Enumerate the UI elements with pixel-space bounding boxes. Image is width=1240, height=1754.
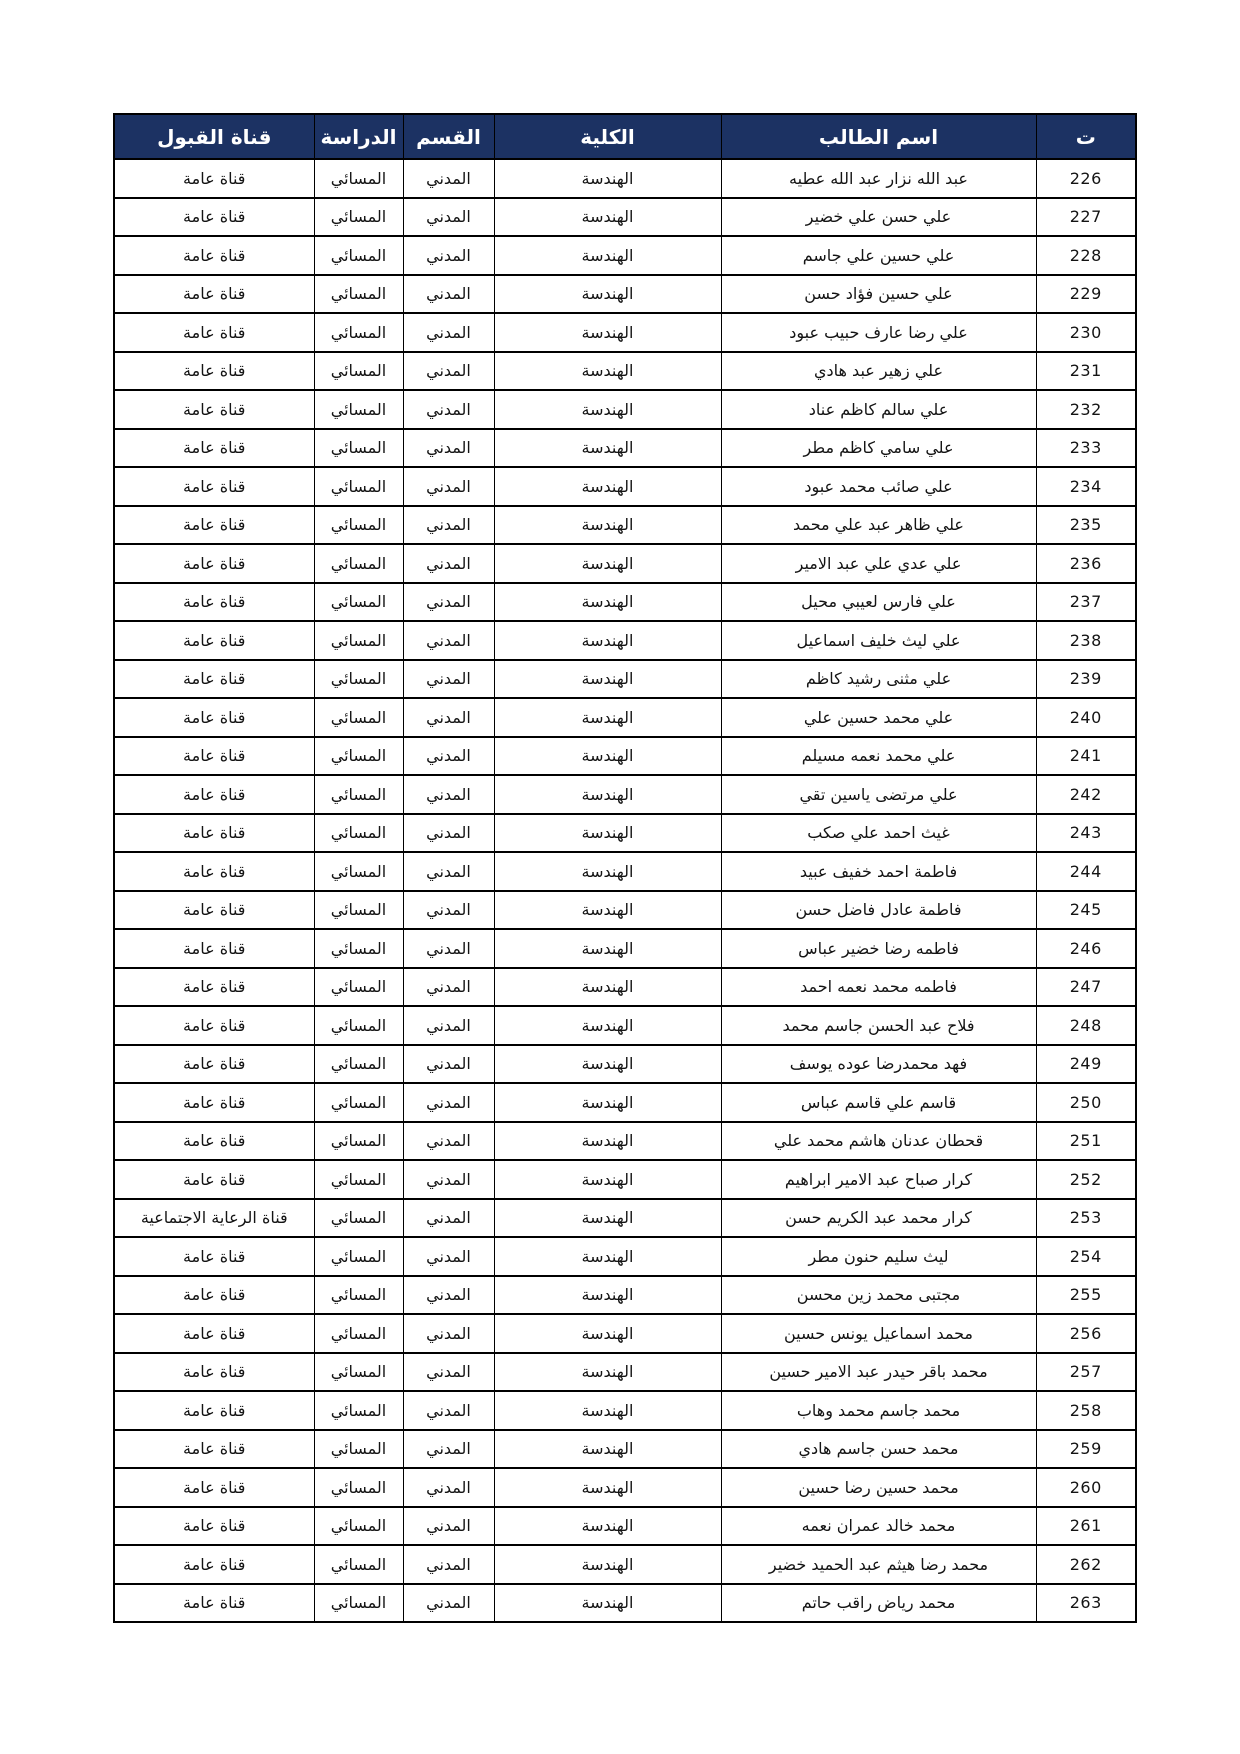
header-cell-study-type: الدراسة	[314, 114, 403, 159]
table-row	[114, 1391, 1136, 1430]
cell-student-name: علي حسين علي جاسم	[721, 236, 1036, 275]
table-row	[114, 390, 1136, 429]
cell-study-type: المسائي	[314, 737, 403, 776]
cell-admission-channel: قناة عامة	[114, 1584, 314, 1623]
cell-student-name: علي سالم كاظم عناد	[721, 390, 1036, 429]
cell-number: 226	[1036, 159, 1136, 198]
cell-number: 245	[1036, 891, 1136, 930]
cell-college: الهندسة	[494, 236, 721, 275]
students-table	[113, 113, 1137, 1623]
cell-admission-channel: قناة عامة	[114, 737, 314, 776]
cell-college: الهندسة	[494, 390, 721, 429]
cell-number: 252	[1036, 1160, 1136, 1199]
cell-department: المدني	[403, 1122, 494, 1161]
table-row	[114, 506, 1136, 545]
table-row	[114, 275, 1136, 314]
cell-student-name: علي حسين فؤاد حسن	[721, 275, 1036, 314]
cell-college: الهندسة	[494, 1584, 721, 1623]
cell-student-name: محمد حسن جاسم هادي	[721, 1430, 1036, 1469]
cell-department: المدني	[403, 1083, 494, 1122]
cell-number: 263	[1036, 1584, 1136, 1623]
cell-college: الهندسة	[494, 313, 721, 352]
cell-college: الهندسة	[494, 737, 721, 776]
cell-college: الهندسة	[494, 1122, 721, 1161]
cell-student-name: علي عدي علي عبد الامير	[721, 544, 1036, 583]
cell-admission-channel: قناة عامة	[114, 968, 314, 1007]
cell-study-type: المسائي	[314, 544, 403, 583]
cell-study-type: المسائي	[314, 1468, 403, 1507]
header-cell-student-name: اسم الطالب	[721, 114, 1036, 159]
header-cell-admission-channel: قناة القبول	[114, 114, 314, 159]
cell-department: المدني	[403, 1006, 494, 1045]
cell-number: 260	[1036, 1468, 1136, 1507]
cell-student-name: محمد رضا هيثم عبد الحميد خضير	[721, 1545, 1036, 1584]
cell-college: الهندسة	[494, 852, 721, 891]
table-row	[114, 1237, 1136, 1276]
table-row	[114, 352, 1136, 391]
cell-study-type: المسائي	[314, 891, 403, 930]
cell-college: الهندسة	[494, 1545, 721, 1584]
table-row	[114, 775, 1136, 814]
cell-number: 239	[1036, 660, 1136, 699]
cell-department: المدني	[403, 236, 494, 275]
cell-number: 244	[1036, 852, 1136, 891]
cell-number: 261	[1036, 1507, 1136, 1546]
cell-number: 262	[1036, 1545, 1136, 1584]
cell-department: المدني	[403, 467, 494, 506]
cell-college: الهندسة	[494, 352, 721, 391]
cell-study-type: المسائي	[314, 1353, 403, 1392]
cell-college: الهندسة	[494, 275, 721, 314]
cell-college: الهندسة	[494, 1006, 721, 1045]
table-row	[114, 467, 1136, 506]
cell-number: 258	[1036, 1391, 1136, 1430]
table-row	[114, 1430, 1136, 1469]
cell-study-type: المسائي	[314, 698, 403, 737]
table-row	[114, 1468, 1136, 1507]
cell-study-type: المسائي	[314, 968, 403, 1007]
table-row	[114, 159, 1136, 198]
cell-student-name: علي فارس لعيبي محيل	[721, 583, 1036, 622]
cell-department: المدني	[403, 313, 494, 352]
table-row	[114, 968, 1136, 1007]
cell-student-name: فلاح عبد الحسن جاسم محمد	[721, 1006, 1036, 1045]
cell-department: المدني	[403, 1545, 494, 1584]
cell-student-name: محمد خالد عمران نعمه	[721, 1507, 1036, 1546]
cell-number: 255	[1036, 1276, 1136, 1315]
cell-number: 238	[1036, 621, 1136, 660]
cell-department: المدني	[403, 814, 494, 853]
cell-student-name: علي صائب محمد عبود	[721, 467, 1036, 506]
cell-student-name: علي ليث خليف اسماعيل	[721, 621, 1036, 660]
cell-study-type: المسائي	[314, 1083, 403, 1122]
cell-department: المدني	[403, 198, 494, 237]
cell-student-name: قحطان عدنان هاشم محمد علي	[721, 1122, 1036, 1161]
cell-admission-channel: قناة عامة	[114, 1468, 314, 1507]
cell-student-name: فهد محمدرضا عوده يوسف	[721, 1045, 1036, 1084]
cell-number: 233	[1036, 429, 1136, 468]
cell-admission-channel: قناة عامة	[114, 621, 314, 660]
cell-study-type: المسائي	[314, 852, 403, 891]
cell-admission-channel: قناة عامة	[114, 1314, 314, 1353]
cell-admission-channel: قناة عامة	[114, 1160, 314, 1199]
cell-study-type: المسائي	[314, 1237, 403, 1276]
cell-study-type: المسائي	[314, 429, 403, 468]
cell-number: 229	[1036, 275, 1136, 314]
cell-study-type: المسائي	[314, 313, 403, 352]
cell-study-type: المسائي	[314, 275, 403, 314]
cell-department: المدني	[403, 1507, 494, 1546]
cell-department: المدني	[403, 390, 494, 429]
cell-college: الهندسة	[494, 1045, 721, 1084]
cell-college: الهندسة	[494, 1430, 721, 1469]
cell-student-name: عبد الله نزار عبد الله عطيه	[721, 159, 1036, 198]
cell-college: الهندسة	[494, 929, 721, 968]
cell-admission-channel: قناة عامة	[114, 352, 314, 391]
cell-study-type: المسائي	[314, 1122, 403, 1161]
cell-admission-channel: قناة عامة	[114, 275, 314, 314]
cell-college: الهندسة	[494, 506, 721, 545]
cell-student-name: فاطمه رضا خضير عباس	[721, 929, 1036, 968]
cell-department: المدني	[403, 1430, 494, 1469]
cell-student-name: علي رضا عارف حبيب عبود	[721, 313, 1036, 352]
cell-student-name: علي زهير عبد هادي	[721, 352, 1036, 391]
cell-study-type: المسائي	[314, 1276, 403, 1315]
header-row	[114, 114, 1136, 159]
cell-number: 230	[1036, 313, 1136, 352]
cell-department: المدني	[403, 429, 494, 468]
cell-department: المدني	[403, 852, 494, 891]
cell-college: الهندسة	[494, 1353, 721, 1392]
cell-student-name: علي محمد حسين علي	[721, 698, 1036, 737]
table-row	[114, 1584, 1136, 1623]
cell-student-name: كرار محمد عبد الكريم حسن	[721, 1199, 1036, 1238]
cell-number: 251	[1036, 1122, 1136, 1161]
cell-admission-channel: قناة عامة	[114, 467, 314, 506]
cell-study-type: المسائي	[314, 390, 403, 429]
cell-college: الهندسة	[494, 814, 721, 853]
cell-college: الهندسة	[494, 1276, 721, 1315]
table-row	[114, 544, 1136, 583]
cell-department: المدني	[403, 737, 494, 776]
cell-department: المدني	[403, 968, 494, 1007]
cell-admission-channel: قناة عامة	[114, 1545, 314, 1584]
cell-admission-channel: قناة عامة	[114, 775, 314, 814]
cell-admission-channel: قناة عامة	[114, 929, 314, 968]
cell-admission-channel: قناة عامة	[114, 583, 314, 622]
cell-student-name: علي سامي كاظم مطر	[721, 429, 1036, 468]
cell-college: الهندسة	[494, 775, 721, 814]
cell-admission-channel: قناة الرعاية الاجتماعية	[114, 1199, 314, 1238]
cell-student-name: ليث سليم حنون مطر	[721, 1237, 1036, 1276]
cell-department: المدني	[403, 544, 494, 583]
cell-department: المدني	[403, 929, 494, 968]
cell-study-type: المسائي	[314, 1045, 403, 1084]
cell-study-type: المسائي	[314, 159, 403, 198]
table-row	[114, 1314, 1136, 1353]
table-row	[114, 236, 1136, 275]
cell-college: الهندسة	[494, 198, 721, 237]
cell-department: المدني	[403, 506, 494, 545]
table-row	[114, 1545, 1136, 1584]
cell-department: المدني	[403, 1276, 494, 1315]
cell-admission-channel: قناة عامة	[114, 1237, 314, 1276]
cell-number: 250	[1036, 1083, 1136, 1122]
cell-study-type: المسائي	[314, 1006, 403, 1045]
cell-number: 227	[1036, 198, 1136, 237]
cell-study-type: المسائي	[314, 1160, 403, 1199]
cell-admission-channel: قناة عامة	[114, 1006, 314, 1045]
cell-admission-channel: قناة عامة	[114, 698, 314, 737]
cell-department: المدني	[403, 1199, 494, 1238]
cell-number: 235	[1036, 506, 1136, 545]
header-cell-number: ت	[1036, 114, 1136, 159]
cell-student-name: محمد اسماعيل يونس حسين	[721, 1314, 1036, 1353]
table-row	[114, 1276, 1136, 1315]
cell-student-name: علي مرتضى ياسين تقي	[721, 775, 1036, 814]
cell-study-type: المسائي	[314, 1545, 403, 1584]
cell-study-type: المسائي	[314, 621, 403, 660]
cell-college: الهندسة	[494, 621, 721, 660]
cell-admission-channel: قناة عامة	[114, 1276, 314, 1315]
cell-number: 257	[1036, 1353, 1136, 1392]
cell-department: المدني	[403, 1045, 494, 1084]
cell-college: الهندسة	[494, 1314, 721, 1353]
cell-college: الهندسة	[494, 1199, 721, 1238]
cell-study-type: المسائي	[314, 660, 403, 699]
cell-admission-channel: قناة عامة	[114, 1353, 314, 1392]
cell-admission-channel: قناة عامة	[114, 313, 314, 352]
cell-admission-channel: قناة عامة	[114, 544, 314, 583]
table-row	[114, 198, 1136, 237]
cell-college: الهندسة	[494, 467, 721, 506]
table-row	[114, 737, 1136, 776]
cell-department: المدني	[403, 1391, 494, 1430]
cell-admission-channel: قناة عامة	[114, 852, 314, 891]
table-row	[114, 1160, 1136, 1199]
table-row	[114, 583, 1136, 622]
cell-number: 232	[1036, 390, 1136, 429]
cell-department: المدني	[403, 698, 494, 737]
table-row	[114, 621, 1136, 660]
cell-student-name: علي محمد نعمه مسيلم	[721, 737, 1036, 776]
table-row	[114, 1122, 1136, 1161]
cell-student-name: محمد جاسم محمد وهاب	[721, 1391, 1036, 1430]
cell-number: 249	[1036, 1045, 1136, 1084]
cell-college: الهندسة	[494, 660, 721, 699]
table-row	[114, 1045, 1136, 1084]
cell-number: 234	[1036, 467, 1136, 506]
table-row	[114, 1353, 1136, 1392]
cell-study-type: المسائي	[314, 814, 403, 853]
cell-department: المدني	[403, 1160, 494, 1199]
cell-number: 237	[1036, 583, 1136, 622]
cell-study-type: المسائي	[314, 352, 403, 391]
cell-admission-channel: قناة عامة	[114, 814, 314, 853]
cell-student-name: قاسم علي قاسم عباس	[721, 1083, 1036, 1122]
table-row	[114, 891, 1136, 930]
cell-department: المدني	[403, 1353, 494, 1392]
cell-number: 246	[1036, 929, 1136, 968]
cell-student-name: فاطمة احمد خفيف عبيد	[721, 852, 1036, 891]
table-row	[114, 852, 1136, 891]
cell-department: المدني	[403, 583, 494, 622]
cell-college: الهندسة	[494, 544, 721, 583]
cell-study-type: المسائي	[314, 506, 403, 545]
cell-student-name: فاطمه محمد نعمه احمد	[721, 968, 1036, 1007]
cell-department: المدني	[403, 275, 494, 314]
cell-admission-channel: قناة عامة	[114, 1045, 314, 1084]
cell-number: 253	[1036, 1199, 1136, 1238]
cell-department: المدني	[403, 621, 494, 660]
cell-department: المدني	[403, 159, 494, 198]
table-row	[114, 313, 1136, 352]
cell-number: 236	[1036, 544, 1136, 583]
cell-student-name: فاطمة عادل فاضل حسن	[721, 891, 1036, 930]
cell-admission-channel: قناة عامة	[114, 1430, 314, 1469]
cell-admission-channel: قناة عامة	[114, 506, 314, 545]
table-row	[114, 929, 1136, 968]
cell-department: المدني	[403, 1237, 494, 1276]
cell-number: 242	[1036, 775, 1136, 814]
cell-student-name: علي حسن علي خضير	[721, 198, 1036, 237]
cell-number: 243	[1036, 814, 1136, 853]
cell-number: 247	[1036, 968, 1136, 1007]
cell-college: الهندسة	[494, 698, 721, 737]
cell-student-name: غيث احمد علي صكب	[721, 814, 1036, 853]
cell-number: 248	[1036, 1006, 1136, 1045]
cell-number: 256	[1036, 1314, 1136, 1353]
cell-study-type: المسائي	[314, 1314, 403, 1353]
cell-study-type: المسائي	[314, 198, 403, 237]
cell-department: المدني	[403, 352, 494, 391]
cell-admission-channel: قناة عامة	[114, 429, 314, 468]
cell-study-type: المسائي	[314, 583, 403, 622]
cell-admission-channel: قناة عامة	[114, 1391, 314, 1430]
cell-student-name: محمد حسين رضا حسين	[721, 1468, 1036, 1507]
cell-department: المدني	[403, 1584, 494, 1623]
cell-college: الهندسة	[494, 1468, 721, 1507]
cell-admission-channel: قناة عامة	[114, 1083, 314, 1122]
table-row	[114, 1199, 1136, 1238]
table-row	[114, 429, 1136, 468]
cell-study-type: المسائي	[314, 1507, 403, 1546]
cell-number: 228	[1036, 236, 1136, 275]
cell-college: الهندسة	[494, 968, 721, 1007]
cell-number: 254	[1036, 1237, 1136, 1276]
cell-admission-channel: قناة عامة	[114, 891, 314, 930]
header-cell-department: القسم	[403, 114, 494, 159]
cell-admission-channel: قناة عامة	[114, 660, 314, 699]
cell-study-type: المسائي	[314, 775, 403, 814]
cell-study-type: المسائي	[314, 1584, 403, 1623]
cell-student-name: كرار صباح عبد الامير ابراهيم	[721, 1160, 1036, 1199]
table-row	[114, 660, 1136, 699]
cell-admission-channel: قناة عامة	[114, 198, 314, 237]
cell-number: 240	[1036, 698, 1136, 737]
cell-admission-channel: قناة عامة	[114, 159, 314, 198]
cell-college: الهندسة	[494, 429, 721, 468]
cell-department: المدني	[403, 660, 494, 699]
cell-department: المدني	[403, 891, 494, 930]
cell-number: 231	[1036, 352, 1136, 391]
cell-student-name: مجتبى محمد زين محسن	[721, 1276, 1036, 1315]
cell-admission-channel: قناة عامة	[114, 1122, 314, 1161]
cell-study-type: المسائي	[314, 929, 403, 968]
cell-admission-channel: قناة عامة	[114, 390, 314, 429]
cell-department: المدني	[403, 775, 494, 814]
cell-study-type: المسائي	[314, 1391, 403, 1430]
cell-study-type: المسائي	[314, 1199, 403, 1238]
cell-college: الهندسة	[494, 891, 721, 930]
cell-college: الهندسة	[494, 1391, 721, 1430]
cell-number: 259	[1036, 1430, 1136, 1469]
cell-college: الهندسة	[494, 1160, 721, 1199]
cell-study-type: المسائي	[314, 236, 403, 275]
cell-number: 241	[1036, 737, 1136, 776]
cell-college: الهندسة	[494, 583, 721, 622]
cell-student-name: محمد رياض راقب حاتم	[721, 1584, 1036, 1623]
table-row	[114, 698, 1136, 737]
cell-department: المدني	[403, 1468, 494, 1507]
header-cell-college: الكلية	[494, 114, 721, 159]
table-row	[114, 1507, 1136, 1546]
cell-study-type: المسائي	[314, 467, 403, 506]
cell-admission-channel: قناة عامة	[114, 1507, 314, 1546]
cell-college: الهندسة	[494, 1237, 721, 1276]
cell-admission-channel: قناة عامة	[114, 236, 314, 275]
cell-college: الهندسة	[494, 1507, 721, 1546]
cell-student-name: علي ظاهر عبد علي محمد	[721, 506, 1036, 545]
cell-student-name: محمد باقر حيدر عبد الامير حسين	[721, 1353, 1036, 1392]
table-row	[114, 1006, 1136, 1045]
table-row	[114, 814, 1136, 853]
cell-college: الهندسة	[494, 159, 721, 198]
cell-student-name: علي مثنى رشيد كاظم	[721, 660, 1036, 699]
cell-study-type: المسائي	[314, 1430, 403, 1469]
cell-college: الهندسة	[494, 1083, 721, 1122]
table-row	[114, 1083, 1136, 1122]
cell-department: المدني	[403, 1314, 494, 1353]
